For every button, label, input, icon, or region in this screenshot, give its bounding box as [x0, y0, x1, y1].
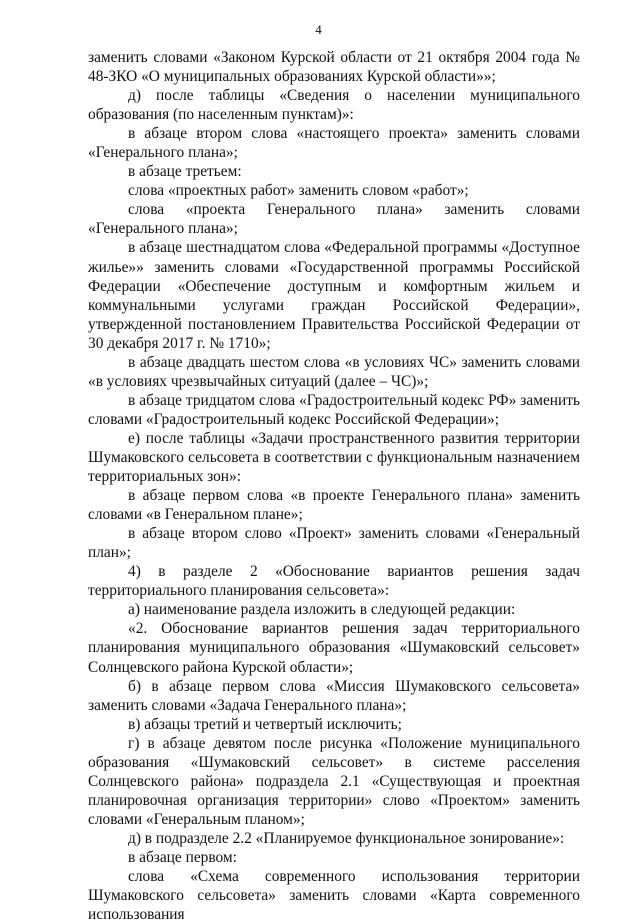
paragraph-6: слова «проекта Генерального плана» заменить словами «Генерального плана»;: [88, 201, 580, 238]
paragraph-1: заменить словами «Законом Курской области от 21 октября 2004 года № 48-ЗКО «О муниципальных образованиях Курской области»»;: [88, 49, 580, 86]
paragraph-12: в абзаце втором слово «Проект» заменить словами «Генеральный план»;: [88, 525, 580, 562]
paragraph-14: а) наименование раздела изложить в следующей редакции:: [128, 601, 516, 619]
paragraph-19: д) в подразделе 2.2 «Планируемое функциональное зонирование»:: [128, 829, 565, 847]
page-number: 4: [315, 22, 322, 37]
paragraph-3: в абзаце втором слова «настоящего проекта» заменить словами «Генерального плана»;: [88, 125, 580, 162]
paragraph-15: «2. Обоснование вариантов решения задач территориального планирования муниципального образования «Шумаковский сельсовет» Солнцевского района Курской области»;: [88, 620, 580, 676]
paragraph-5: слова «проектных работ» заменить словом «работ»;: [128, 182, 469, 200]
paragraph-11: в абзаце первом слова «в проекте Генерального плана» заменить словами «в Генеральном плане»;: [88, 487, 580, 524]
paragraph-2: д) после таблицы «Сведения о населении муниципального образования (по населенным пунктам)»:: [88, 87, 580, 124]
paragraph-9: в абзаце тридцатом слова «Градостроительный кодекс РФ» заменить словами «Градостроительный кодекс Российской Федерации»;: [88, 391, 580, 428]
paragraph-10: е) после таблицы «Задачи пространственного развития территории Шумаковского сельсовета в соответствии с функциональным назначением территориальных зон»:: [88, 429, 580, 486]
paragraph-13: 4) в разделе 2 «Обоснование вариантов решения задач территориального планирования сельсовета»:: [88, 563, 580, 600]
paragraph-17: в) абзацы третий и четвертый исключить;: [128, 715, 402, 733]
paragraph-18: г) в абзаце девятом после рисунка «Положение муниципального образования «Шумаковский сельсовет» в системе расселения Солнцевского района» подраздела 2.1 «Существующая и проектная планировочная организация территории» слово «Проектом» заменить словами «Генеральным планом»;: [88, 734, 580, 828]
document-body: [88, 48, 580, 924]
paragraph-20: в абзаце первом:: [128, 848, 237, 866]
paragraph-4: в абзаце третьем:: [128, 163, 242, 181]
paragraph-7: в абзаце шестнадцатом слова «Федеральной программы «Доступное жилье»» заменить словами «Государственной программы Российской Федерации «Обеспечение доступным и комфортным жильем и коммунальными услугами граждан Российской Федерации», утвержденной постановлением Правительства Российской Федерации от 30 декабря 2017 г. № 1710»;: [88, 239, 580, 352]
paragraph-8: в абзаце двадцать шестом слова «в условиях ЧС» заменить словами «в условиях чрезвычайных ситуаций (далее – ЧС)»;: [88, 353, 580, 390]
paragraph-21: слова «Схема современного использования территории Шумаковского сельсовета» заменить словами «Карта современного использования: [88, 868, 580, 924]
paragraph-16: б) в абзаце первом слова «Миссия Шумаковского сельсовета» заменить словами «Задача Генерального плана»;: [88, 677, 580, 714]
